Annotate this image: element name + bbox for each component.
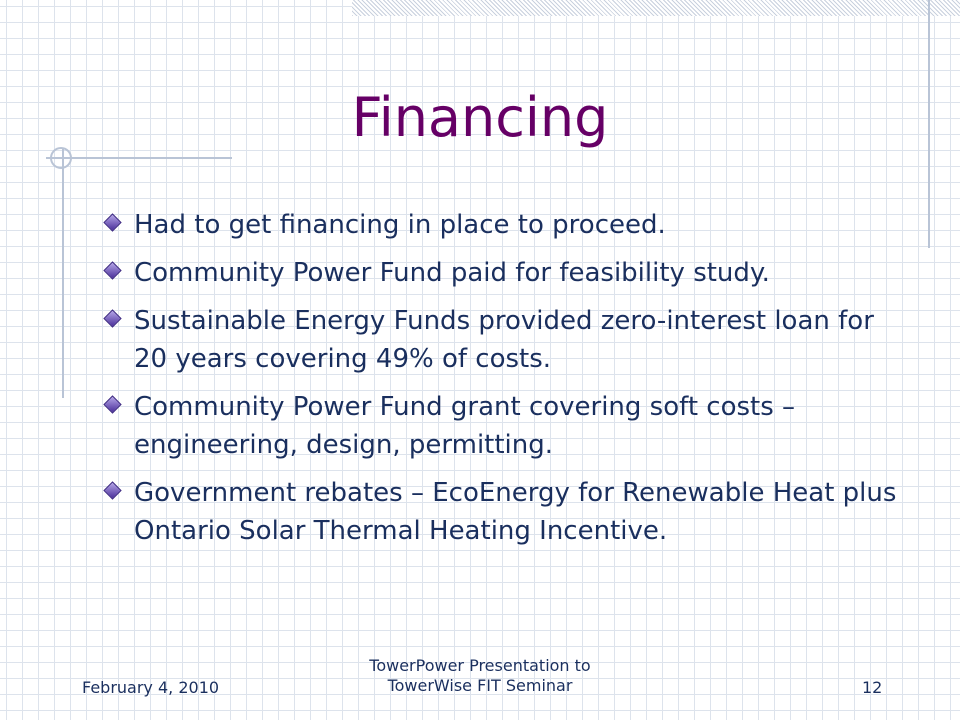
diamond-bullet-icon <box>103 261 121 279</box>
decorative-top-band <box>352 0 960 16</box>
diamond-bullet-icon <box>103 213 121 231</box>
page-number: 12 <box>862 678 883 697</box>
bullet-list <box>100 206 900 560</box>
bullet-text: Community Power Fund grant covering soft costs – engineering, design, permitting. <box>134 392 796 460</box>
footer-title <box>330 656 630 696</box>
diamond-bullet-icon <box>103 395 121 413</box>
footer-title-line1: TowerPower Presentation to <box>369 656 591 675</box>
bullet-text: Community Power Fund paid for feasibility study. <box>134 258 770 288</box>
slide-title: Financing <box>351 86 609 149</box>
bullet-item <box>100 254 900 292</box>
decorative-left-line <box>62 148 64 398</box>
bullet-item <box>100 206 900 244</box>
bullet-text: Sustainable Energy Funds provided zero-interest loan for 20 years covering 49% of costs. <box>134 306 874 374</box>
bullet-text: Had to get financing in place to proceed. <box>134 210 666 240</box>
footer-date: February 4, 2010 <box>82 678 220 697</box>
bullet-item <box>100 302 900 378</box>
bullet-text: Government rebates – EcoEnergy for Renewable Heat plus Ontario Solar Thermal Heating Incentive. <box>134 478 897 546</box>
bullet-item <box>100 388 900 464</box>
diamond-bullet-icon <box>103 309 121 327</box>
diamond-bullet-icon <box>103 481 121 499</box>
footer-title-line2: TowerWise FIT Seminar <box>387 676 573 695</box>
bullet-item <box>100 474 900 550</box>
